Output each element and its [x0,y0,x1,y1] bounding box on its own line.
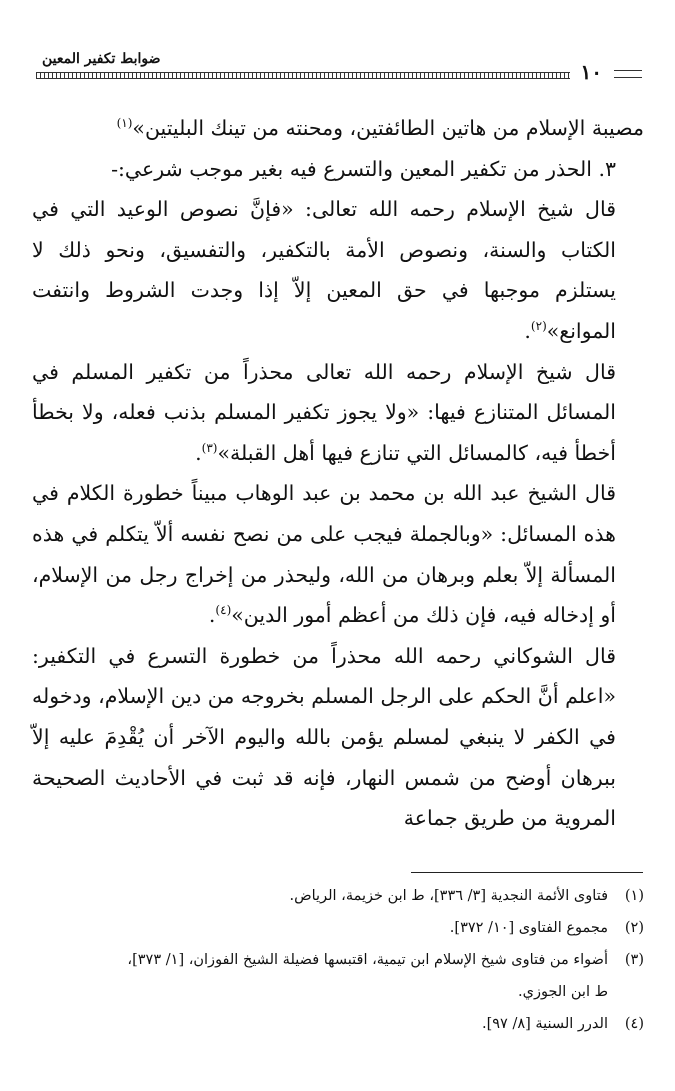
page-number: ١٠ [580,60,602,84]
footnote-divider [411,872,643,873]
footnote-label: (٣) [624,952,644,968]
header-rule [36,72,570,79]
page-header [30,48,642,90]
footnote-label: (٢) [624,920,644,936]
paragraph: مصيبة الإسلام من هاتين الطائفتين، ومحنته من تينك البليتين»$^{(١)}$ [116,116,644,140]
footnote-label: (٤) [624,1016,644,1032]
running-title: ضوابط تكفير المعين [42,51,161,67]
footnote: (٣)أضواء من فتاوى شيخ الإسلام ابن تيمية، اقتبسها فضيلة الشيخ الفوزان، [١/ ٣٧٣]، ط ابن الجوزي. [32,944,644,1008]
footnotes [32,880,644,1040]
paragraph: قال الشيخ عبد الله بن محمد بن عبد الوهاب مبيناً خطورة الكلام في هذه المسائل: «وبالجملة فيجب على من نصح نفسه ألاّ يتكلم في هذه المسألة إلاّ بعلم وبرهان من الله، وليحذر من إخراج رجل من الإسلام، أو إدخاله فيه، فإن ذلك من أعظم أمور الدين»$^{(٤)}$. [32,481,616,628]
footnote: (٤)الدرر السنية [٨/ ٩٧]. [32,1008,644,1040]
footnote-ref[interactable]: (٢) [530,319,547,334]
footnote: (١)فتاوى الأئمة النجدية [٣/ ٣٣٦]، ط ابن خزيمة، الرياض. [32,880,644,912]
footnote-ref[interactable]: (٤) [215,603,232,618]
main-text [32,108,644,839]
paragraph: قال شيخ الإسلام رحمه الله تعالى: «فإنَّ نصوص الوعيد التي في الكتاب والسنة، ونصوص الأمة بالتكفير، والتفسيق، ونحو ذلك لا يستلزم موجبها في حق المعين إلاّ إذا وجدت الشروط وانتفت الموانع»$^{(٢)}$. [32,197,616,343]
footnote-continuation: ط ابن الجوزي. [518,984,608,1000]
paragraph: قال شيخ الإسلام رحمه الله تعالى محذراً من تكفير المسلم في المسائل المتنازع فيها: «ولا يجوز تكفير المسلم بذنب فعله، ولا بخطأ أخطأ فيه، كالمسائل التي تنازع فيها أهل القبلة»$^{(٣)}$. [32,359,616,465]
footnote-label: (١) [624,888,644,904]
footnote-ref[interactable]: (٣) [201,440,218,455]
header-ornament-right [614,70,642,78]
footnote-ref[interactable]: (١) [116,116,133,131]
footnote: (٢)مجموع الفتاوى [١٠/ ٣٧٢]. [32,912,644,944]
paragraph: قال الشوكاني رحمه الله محذراً من خطورة التسرع في التكفير: «اعلم أنَّ الحكم على الرجل المسلم بخروجه من دين الإسلام، ودخوله في الكفر لا ينبغي لمسلم يؤمن بالله واليوم الآخر أن يُقْدِمَ عليه إلاّ ببرهان أوضح من شمس النهار، فإنه قد ثبت في الأحاديث الصحيحة المروية من طريق جماعة [32,643,616,831]
section-heading: ٣. الحذر من تكفير المعين والتسرع فيه بغير موجب شرعي:- [111,156,616,181]
